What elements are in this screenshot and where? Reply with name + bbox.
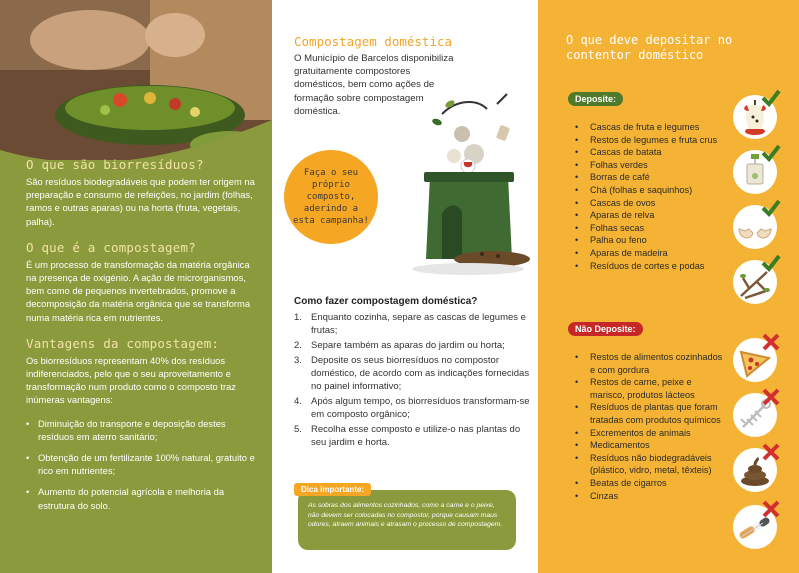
list-item: • Aparas de relva: [568, 209, 726, 222]
right-title: O que deve depositar no contentor doméstico: [566, 33, 733, 62]
list-item: • Folhas verdes: [568, 159, 726, 172]
cross-icon: [761, 442, 781, 462]
section-text: É um processo de transformação da matéria orgânica na presença de oxigénio. A ação de microrganismos, bem como de pequenos invertebrados, promove a decomposição da matéria orgânica que se transforma numa matéria rica em nutrientes.: [26, 258, 251, 323]
cross-icon: [761, 499, 781, 519]
section-title: O que é a compostagem?: [26, 239, 196, 255]
page-title: Compostagem doméstica: [294, 34, 453, 49]
list-item: • Borras de café: [568, 171, 726, 184]
section-text: Os biorresíduos representam 40% dos resíduos indiferenciados, pelo que o seu aproveitamento e transformação num produto como o composto traz inúmeras vantagens:: [26, 354, 236, 406]
advantages-list: [26, 417, 262, 512]
check-icon: [761, 88, 781, 108]
cross-icon: [761, 332, 781, 352]
step-number: 1.: [294, 312, 302, 323]
section-text: São resíduos biodegradáveis que podem ter origem na preparação e consumo de refeições, no jardim (folhas, ramos e outras aparas) ou na horta (fruta, vegetais, palha).: [26, 176, 255, 227]
step-text: Recolha esse composto e utilize-o nas plantas do seu jardim e horta.: [311, 424, 521, 448]
howto-section: [294, 296, 530, 451]
step-item: [294, 395, 530, 421]
section-composting: [26, 240, 262, 324]
list-item: • Restos de carne, peixe e marisco, produtos lácteos: [568, 376, 726, 401]
step-number: 2.: [294, 340, 302, 351]
left-content: [26, 157, 262, 524]
intro-text: O Município de Barcelos disponibiliza gratuitamente compostores domésticos, bem como ações de formação sobre compostagem doméstica.: [294, 53, 454, 117]
callout-text: Faça o seu próprio composto, aderindo a esta campanha!: [293, 168, 369, 226]
list-item: • Excrementos de animais: [568, 427, 726, 440]
list-item: • Obtenção de um fertilizante 100% natural, gratuito e rico em nutrientes;: [26, 451, 262, 477]
check-icon: [761, 143, 781, 163]
step-number: 4.: [294, 396, 302, 407]
section-title: O que são biorresíduos?: [26, 157, 204, 172]
compost-bin-icon: [402, 84, 534, 284]
list-item: • Beatas de cigarros: [568, 477, 726, 490]
campaign-callout: [284, 150, 378, 244]
step-item: [294, 339, 530, 352]
list-item: • Diminuição do transporte e deposição destes resíduos em aterro sanitário;: [26, 417, 262, 443]
section-biowaste: [26, 157, 262, 228]
step-item: [294, 354, 530, 393]
tip-box: [298, 485, 516, 550]
step-number: 3.: [294, 355, 302, 366]
cross-icon: [761, 387, 781, 407]
step-text: Deposite os seus biorresíduos no compostor doméstico, de acordo com as indicações fornecidas no painel informativo;: [311, 355, 530, 392]
step-item: [294, 311, 530, 337]
step-text: Enquanto cozinha, separe as cascas de legumes e frutas;: [311, 312, 526, 336]
list-item: • Palha ou feno: [568, 234, 726, 247]
tip-label: Dica importante:: [294, 483, 371, 496]
section-title: Vantagens da compostagem:: [26, 335, 220, 351]
list-item: • Resíduos de cortes e podas: [568, 260, 726, 273]
list-item: • Resíduos de plantas que foram tratadas com produtos químicos: [568, 401, 726, 426]
deposit-badge: Deposite:: [568, 92, 623, 106]
list-item: • Aumento do potencial agrícola e melhoria da estrutura do solo.: [26, 485, 262, 511]
list-item: • Resíduos não biodegradáveis (plástico, vidro, metal, têxteis): [568, 452, 726, 477]
list-item: • Chá (folhas e saquinhos): [568, 184, 726, 197]
step-text: Após algum tempo, os biorresíduos transformam-se em composto orgânico;: [311, 396, 530, 420]
list-item: • Cascas de batata: [568, 146, 726, 159]
step-number: 5.: [294, 424, 302, 435]
left-panel: [0, 0, 272, 573]
middle-panel: [272, 0, 538, 573]
list-item: • Cinzas: [568, 490, 726, 503]
no-deposit-list: [568, 351, 726, 502]
deposit-list: [568, 121, 726, 272]
list-item: • Restos de alimentos cozinhados e com gordura: [568, 351, 726, 376]
list-item: • Restos de legumes e fruta crus: [568, 134, 726, 147]
step-item: [294, 423, 530, 449]
list-item: • Folhas secas: [568, 222, 726, 235]
list-item: • Medicamentos: [568, 439, 726, 452]
step-text: Separe também as aparas do jardim ou horta;: [311, 340, 505, 351]
section-advantages: [26, 336, 262, 512]
list-item: • Cascas de fruta e legumes: [568, 121, 726, 134]
howto-title: Como fazer compostagem doméstica?: [294, 296, 478, 307]
tip-text: As sobras dos alimentos cozinhados, como a carne e o peixe, não devem ser colocadas no compostor, porque causam maus odores, atraem animais e atrasam o processo de compostagem.: [308, 502, 503, 529]
list-item: • Aparas de madeira: [568, 247, 726, 260]
list-item: • Cascas de ovos: [568, 197, 726, 210]
check-icon: [761, 253, 781, 273]
right-panel: [538, 0, 799, 573]
no-deposit-badge: Não Deposite:: [568, 322, 643, 336]
steps-list: [294, 311, 530, 449]
check-icon: [761, 198, 781, 218]
